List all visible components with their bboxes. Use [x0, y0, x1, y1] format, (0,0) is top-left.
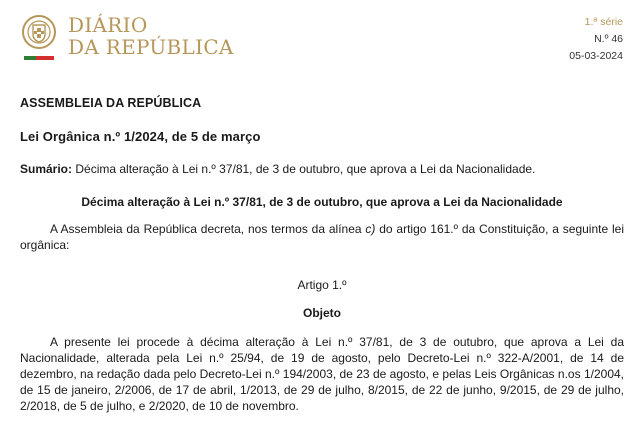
portugal-coat-of-arms-icon	[21, 14, 57, 62]
intro-text-2: do artigo 161.º da Constituição, a seguinte lei orgânica:	[20, 222, 624, 252]
issue-info	[569, 14, 623, 65]
article-number: Artigo 1.º	[297, 278, 347, 292]
issuer-heading: ASSEMBLEIA DA REPÚBLICA	[20, 96, 202, 110]
document-heading: Décima alteração à Lei n.º 37/81, de 3 de outubro, que aprova a Lei da Nacionalidade	[81, 195, 563, 209]
logo-wordmark	[68, 14, 234, 58]
logo-line-2: DA REPÚBLICA	[68, 35, 234, 59]
intro-text-1: A Assembleia da República decreta, nos termos da alínea	[50, 222, 366, 236]
issue-date: 05-03-2024	[569, 50, 623, 62]
logo-line-1: DIÁRIO	[68, 13, 148, 37]
article-paragraph: A presente lei procede à décima alteração à Lei n.º 37/81, de 3 de outubro, que aprova a Lei da Nacionalidade, alterada pela Lei n.º 25/94, de 19 de agosto, pelo Decreto-Lei n.º 322-A/2001, de 14 de dezembro, na redação dada pelo Decreto-Lei n.º 194/2003, de 23 de agosto, e pelas Leis Orgânicas n.os 1/2004, de 15 de janeiro, 2/2006, de 17 de abril, 1/2013, de 29 de julho, 8/2015, de 22 de junho, 9/2015, de 29 de julho, 2/2018, de 5 de julho, e 2/2020, de 10 de novembro.	[20, 335, 624, 413]
summary	[20, 162, 535, 176]
law-title: Lei Orgânica n.º 1/2024, de 5 de março	[20, 129, 261, 144]
summary-label: Sumário:	[20, 162, 73, 176]
intro-paragraph	[20, 221, 624, 253]
intro-italic: c)	[365, 222, 376, 236]
summary-text: Décima alteração à Lei n.º 37/81, de 3 de outubro, que aprova a Lei da Nacionalidade.	[72, 162, 536, 176]
serie-label: 1.ª série	[584, 16, 623, 28]
page-header	[0, 0, 644, 70]
issue-number: N.º 46	[594, 33, 623, 45]
article-title: Objeto	[303, 306, 341, 320]
